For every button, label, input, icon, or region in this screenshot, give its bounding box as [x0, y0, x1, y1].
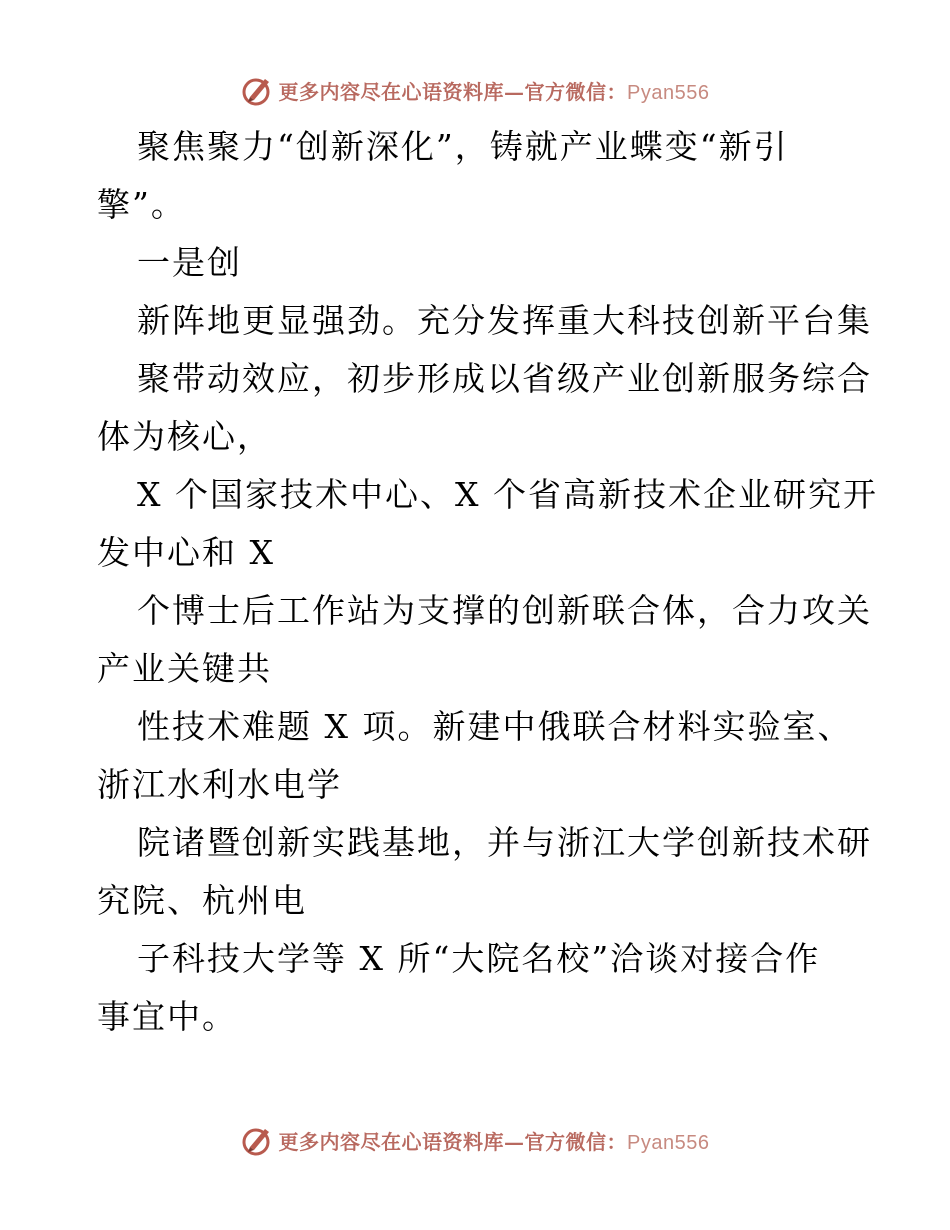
- text-line: 究院、杭州电: [97, 881, 307, 920]
- header-wechat-id: Pyan556: [627, 81, 710, 104]
- header-banner-text: 更多内容尽在心语资料库—官方微信：Pyan556: [278, 79, 710, 104]
- text-line: X 个国家技术中心、X 个省高新技术企业研究开: [137, 475, 878, 514]
- text-line: 产业关键共: [97, 649, 272, 688]
- footer-banner-text: 更多内容尽在心语资料库—官方微信：Pyan556: [278, 1129, 710, 1154]
- text-line: 新阵地更显强劲。充分发挥重大科技创新平台集: [137, 301, 872, 340]
- document-body: [97, 118, 878, 1046]
- text-line: 擎”。: [97, 185, 186, 224]
- text-line: 性技术难题 X 项。新建中俄联合材料实验室、: [137, 707, 853, 746]
- pen-logo-icon: [241, 1123, 275, 1157]
- pen-logo-icon: [241, 73, 275, 107]
- text-line: 发中心和 X: [97, 533, 275, 572]
- footer-banner: [0, 1120, 950, 1160]
- footer-wechat-id: Pyan556: [627, 1131, 710, 1154]
- text-line: 事宜中。: [97, 997, 237, 1036]
- text-line: 浙江水利水电学: [97, 765, 342, 804]
- header-banner: [0, 70, 950, 110]
- text-line: 聚焦聚力“创新深化”，铸就产业蝶变“新引: [137, 127, 789, 166]
- text-line: 子科技大学等 X 所“大院名校”洽谈对接合作: [137, 939, 821, 978]
- text-line: 院诸暨创新实践基地，并与浙江大学创新技术研: [137, 823, 872, 862]
- text-line: 个博士后工作站为支撑的创新联合体，合力攻关: [137, 591, 872, 630]
- text-line: 体为核心，: [97, 417, 272, 456]
- text-line: 聚带动效应，初步形成以省级产业创新服务综合: [137, 359, 872, 398]
- text-line: 一是创: [137, 243, 242, 282]
